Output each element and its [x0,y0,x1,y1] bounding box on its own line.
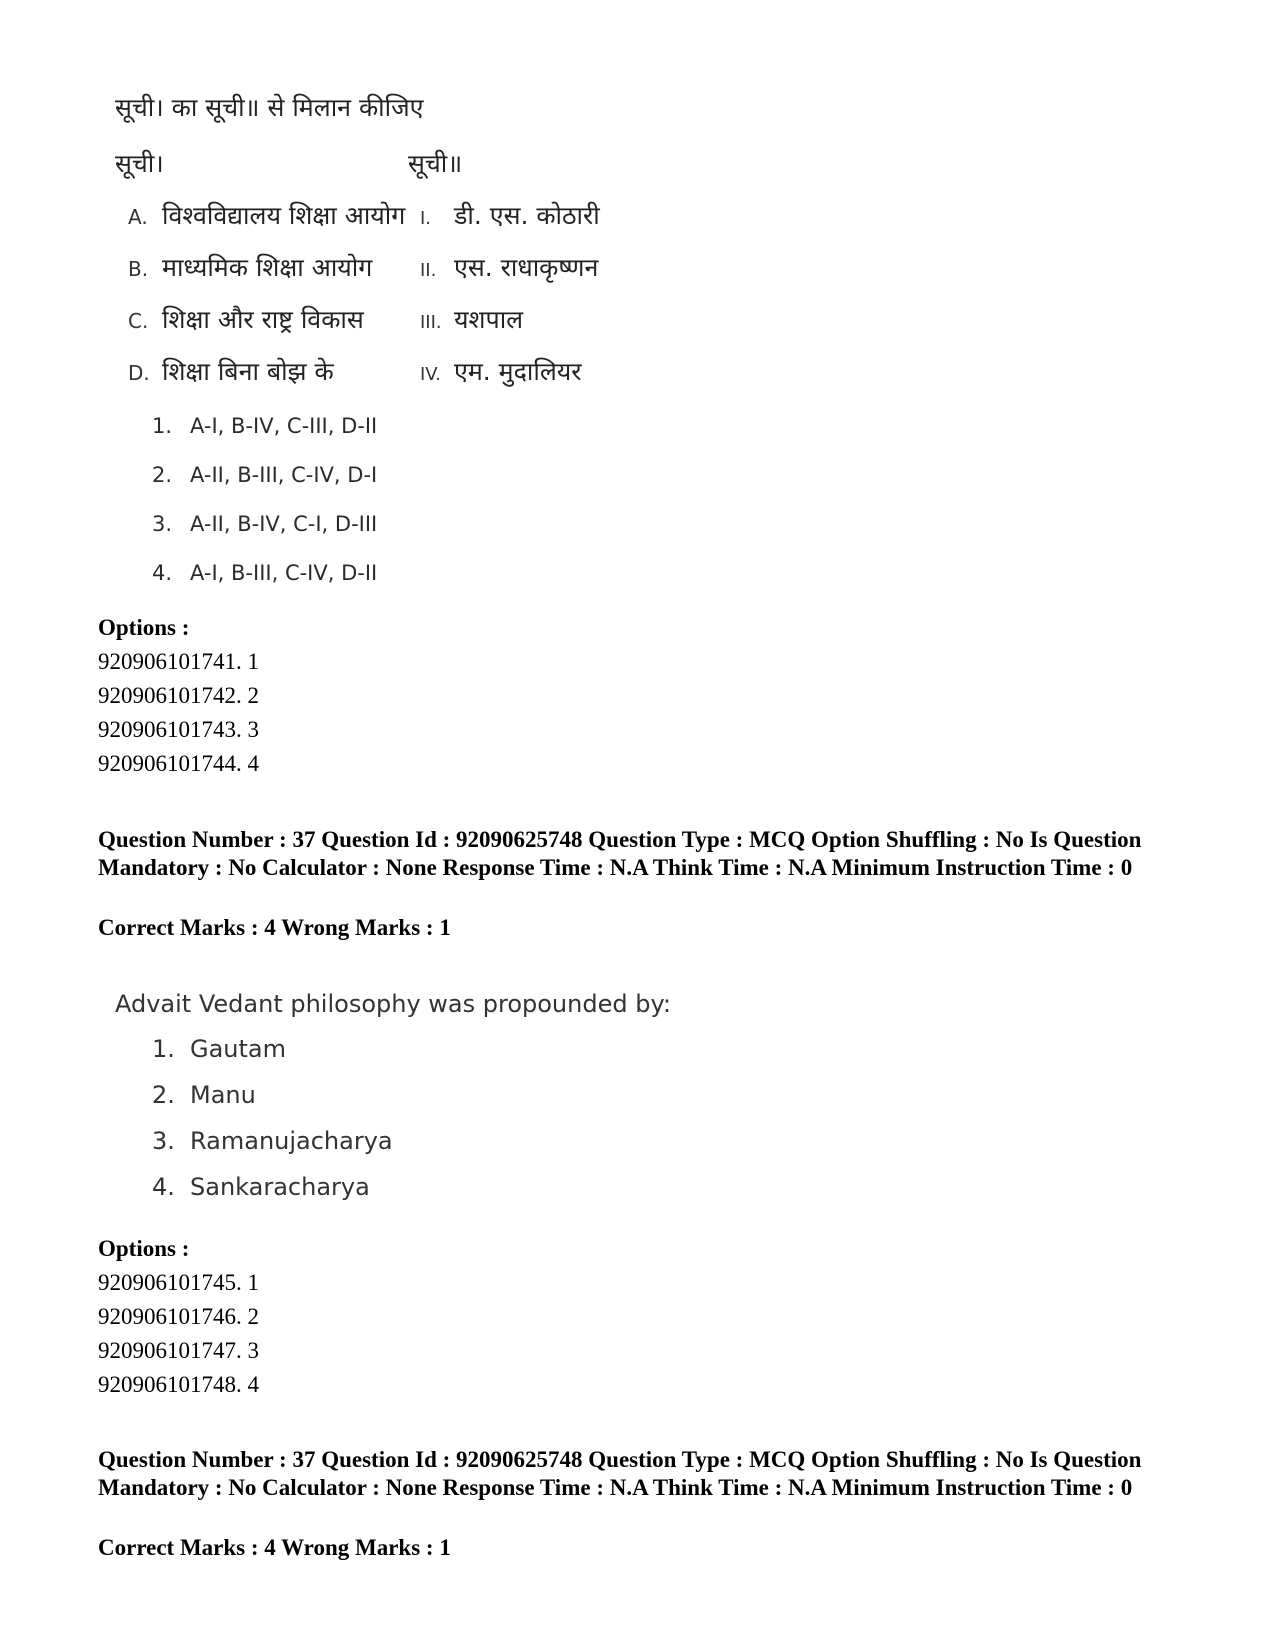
choice-4: 4. Sankaracharya [152,1173,370,1201]
question-meta: Question Number : 37 Question Id : 92090625748 Question Type : MCQ Option Shuffling : No Is Question Mandatory : No Calculator : None Response Time : N.A Think Time : N.A Minimum Instruction Time : 0 [98,1447,1142,1500]
options-label: Options : [98,615,190,640]
option-id-line: 920906101748. 4 [98,1372,259,1397]
list2-heading: सूची॥ [408,149,463,178]
list2-item-ii: II. एस. राधाकृष्णन [420,253,599,282]
option-id-line: 920906101743. 3 [98,717,259,742]
list2-item-iii: III. यशपाल [420,305,524,334]
list1-item-a: A. विश्वविद्यालय शिक्षा आयोग [128,201,406,230]
question-title: सूची। का सूची॥ से मिलान कीजिए [115,93,424,122]
question-marks: Correct Marks : 4 Wrong Marks : 1 [98,1535,451,1560]
choice-1: 1. A-I, B-IV, C-III, D-II [152,414,378,438]
question-marks: Correct Marks : 4 Wrong Marks : 1 [98,915,451,940]
question-meta: Question Number : 37 Question Id : 92090625748 Question Type : MCQ Option Shuffling : No Is Question Mandatory : No Calculator : None Response Time : N.A Think Time : N.A Minimum Instruction Time : 0 [98,827,1142,880]
choice-3: 3. A-II, B-IV, C-I, D-III [152,512,378,536]
list2-item-iv: IV. एम. मुदालियर [420,357,582,386]
list1-item-b: B. माध्यमिक शिक्षा आयोग [128,253,373,282]
choice-1: 1. Gautam [152,1035,287,1063]
choice-3: 3. Ramanujacharya [152,1127,393,1155]
option-id-line: 920906101747. 3 [98,1338,259,1363]
list1-item-c: C. शिक्षा और राष्ट्र विकास [128,305,364,334]
choice-4: 4. A-I, B-III, C-IV, D-II [152,561,378,585]
options-label: Options : [98,1236,190,1261]
list1-heading: सूची। [115,149,164,178]
question-text: Advait Vedant philosophy was propounded by: [115,990,671,1018]
choice-2: 2. A-II, B-III, C-IV, D-I [152,463,378,487]
list2-item-i: I. डी. एस. कोठारी [420,201,600,230]
option-id-line: 920906101745. 1 [98,1270,259,1295]
option-id-line: 920906101741. 1 [98,649,259,674]
choice-2: 2. Manu [152,1081,256,1109]
option-id-line: 920906101746. 2 [98,1304,259,1329]
option-id-line: 920906101742. 2 [98,683,259,708]
list1-item-d: D. शिक्षा बिना बोझ के [128,357,334,386]
option-id-line: 920906101744. 4 [98,751,259,776]
